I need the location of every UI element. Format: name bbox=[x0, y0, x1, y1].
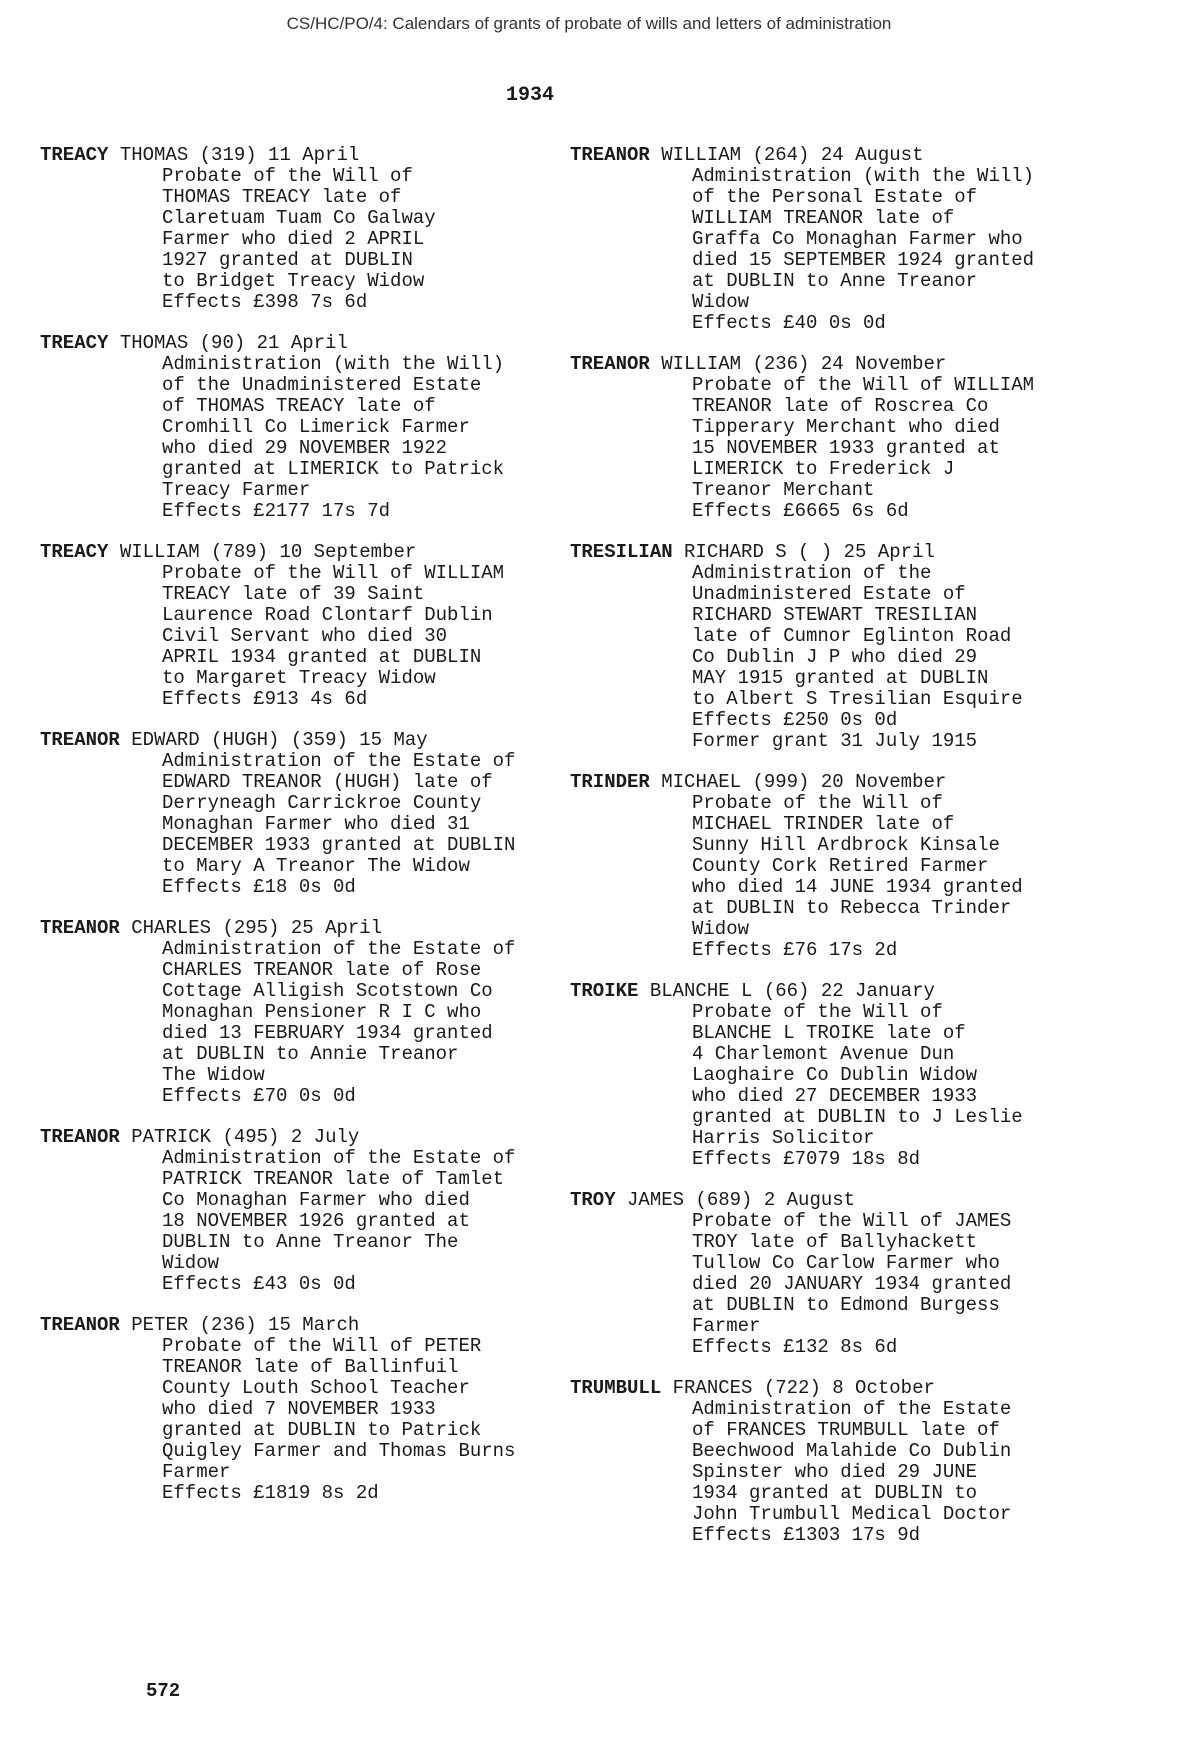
entry-line: to Albert S Tresilian Esquire bbox=[692, 688, 1023, 710]
entry-line: Laurence Road Clontarf Dublin bbox=[162, 604, 493, 626]
calendar-year: 1934 bbox=[505, 84, 554, 107]
entry-line: of the Personal Estate of bbox=[692, 186, 978, 208]
entry-body bbox=[570, 1399, 1090, 1546]
left-column bbox=[40, 145, 560, 1524]
entry-surname: TREACY bbox=[40, 144, 109, 166]
probate-entry bbox=[570, 542, 1090, 752]
entry-line: who died 7 NOVEMBER 1933 bbox=[162, 1398, 436, 1420]
entry-line: died 20 JANUARY 1934 granted bbox=[692, 1273, 1012, 1295]
entry-line: Effects £2177 17s 7d bbox=[162, 500, 391, 522]
entry-line: Quigley Farmer and Thomas Burns bbox=[162, 1440, 516, 1462]
entry-name-and-date: RICHARD S ( ) 25 April bbox=[684, 541, 935, 563]
entry-line: County Louth School Teacher bbox=[162, 1377, 470, 1399]
entry-line: Administration of the Estate of bbox=[162, 1147, 516, 1169]
entry-name-and-date: CHARLES (295) 25 April bbox=[131, 917, 383, 939]
entry-surname: TRUMBULL bbox=[570, 1377, 662, 1399]
entry-line: Administration of the bbox=[692, 562, 932, 584]
entry-line: PATRICK TREANOR late of Tamlet bbox=[162, 1168, 505, 1190]
entry-line: at DUBLIN to Rebecca Trinder bbox=[692, 897, 1012, 919]
entry-line: Effects £70 0s 0d bbox=[162, 1085, 356, 1107]
probate-entry bbox=[570, 1190, 1090, 1358]
entry-line: 18 NOVEMBER 1926 granted at bbox=[162, 1210, 470, 1232]
entry-heading bbox=[570, 1190, 1090, 1211]
entry-line: Administration (with the Will) bbox=[692, 165, 1035, 187]
entry-line: 1927 granted at DUBLIN bbox=[162, 249, 413, 271]
entry-line: Administration of the Estate of bbox=[162, 938, 516, 960]
entry-line: Administration of the Estate bbox=[692, 1398, 1012, 1420]
probate-entry bbox=[570, 354, 1090, 522]
entry-line: THOMAS TREACY late of bbox=[162, 186, 402, 208]
entry-line: Widow bbox=[692, 291, 750, 313]
entry-line: Cottage Alligish Scotstown Co bbox=[162, 980, 493, 1002]
entry-line: Probate of the Will of JAMES bbox=[692, 1210, 1012, 1232]
entry-line: Monaghan Farmer who died 31 bbox=[162, 813, 470, 835]
entry-line: Farmer who died 2 APRIL bbox=[162, 228, 425, 250]
entry-line: Administration (with the Will) bbox=[162, 353, 505, 375]
entry-line: of FRANCES TRUMBULL late of bbox=[692, 1419, 1000, 1441]
entry-surname: TREANOR bbox=[40, 1126, 120, 1148]
entry-line: Widow bbox=[162, 1252, 220, 1274]
entry-line: of the Unadministered Estate bbox=[162, 374, 482, 396]
entry-line: who died 14 JUNE 1934 granted bbox=[692, 876, 1023, 898]
entry-line: at DUBLIN to Edmond Burgess bbox=[692, 1294, 1000, 1316]
entry-body bbox=[570, 1002, 1090, 1170]
entry-line: at DUBLIN to Anne Treanor bbox=[692, 270, 978, 292]
entry-line: granted at DUBLIN to Patrick bbox=[162, 1419, 482, 1441]
right-column bbox=[570, 145, 1090, 1566]
entry-line: DECEMBER 1933 granted at DUBLIN bbox=[162, 834, 516, 856]
entry-heading bbox=[570, 1378, 1090, 1399]
entry-line: Probate of the Will of bbox=[162, 165, 413, 187]
entry-line: Harris Solicitor bbox=[692, 1127, 875, 1149]
entry-name-and-date: WILLIAM (789) 10 September bbox=[119, 541, 417, 563]
entry-line: Co Monaghan Farmer who died bbox=[162, 1189, 470, 1211]
entry-name-and-date: MICHAEL (999) 20 November bbox=[661, 771, 947, 793]
probate-entry bbox=[40, 918, 560, 1107]
entry-line: Probate of the Will of WILLIAM bbox=[692, 374, 1035, 396]
entry-line: TREANOR late of Roscrea Co bbox=[692, 395, 989, 417]
entry-line: who died 29 NOVEMBER 1922 bbox=[162, 437, 448, 459]
entry-line: Derryneagh Carrickroe County bbox=[162, 792, 482, 814]
probate-entry bbox=[40, 145, 560, 313]
entry-line: MICHAEL TRINDER late of bbox=[692, 813, 955, 835]
entry-heading bbox=[570, 981, 1090, 1002]
probate-entry bbox=[40, 1127, 560, 1295]
entry-heading bbox=[40, 542, 560, 563]
entry-line: TROY late of Ballyhackett bbox=[692, 1231, 978, 1253]
entry-line: to Mary A Treanor The Widow bbox=[162, 855, 470, 877]
entry-body bbox=[40, 1336, 560, 1504]
entry-line: John Trumbull Medical Doctor bbox=[692, 1503, 1012, 1525]
entry-body bbox=[570, 793, 1090, 961]
entry-line: RICHARD STEWART TRESILIAN bbox=[692, 604, 978, 626]
entry-heading bbox=[40, 145, 560, 166]
entry-line: late of Cumnor Eglinton Road bbox=[692, 625, 1012, 647]
probate-entry bbox=[40, 542, 560, 710]
entry-line: Effects £1303 17s 9d bbox=[692, 1524, 921, 1546]
entry-line: Effects £398 7s 6d bbox=[162, 291, 368, 313]
entry-line: Sunny Hill Ardbrock Kinsale bbox=[692, 834, 1000, 856]
entry-surname: TREANOR bbox=[40, 1314, 120, 1336]
entry-name-and-date: JAMES (689) 2 August bbox=[627, 1189, 856, 1211]
entry-name-and-date: PATRICK (495) 2 July bbox=[131, 1126, 360, 1148]
entry-line: died 15 SEPTEMBER 1924 granted bbox=[692, 249, 1035, 271]
entry-line: Administration of the Estate of bbox=[162, 750, 516, 772]
entry-body bbox=[570, 166, 1090, 334]
entry-name-and-date: WILLIAM (264) 24 August bbox=[661, 144, 924, 166]
entry-line: Effects £913 4s 6d bbox=[162, 688, 368, 710]
entry-body bbox=[40, 1148, 560, 1295]
probate-entry bbox=[570, 1378, 1090, 1546]
entry-line: of THOMAS TREACY late of bbox=[162, 395, 436, 417]
entry-line: 4 Charlemont Avenue Dun bbox=[692, 1043, 955, 1065]
entry-heading bbox=[40, 730, 560, 751]
probate-entry bbox=[40, 333, 560, 522]
entry-body bbox=[40, 354, 560, 522]
entry-body bbox=[40, 563, 560, 710]
entry-line: granted at DUBLIN to J Leslie bbox=[692, 1106, 1023, 1128]
entry-name-and-date: EDWARD (HUGH) (359) 15 May bbox=[131, 729, 428, 751]
entry-line: Farmer bbox=[162, 1461, 231, 1483]
entry-line: County Cork Retired Farmer bbox=[692, 855, 989, 877]
entry-line: Effects £250 0s 0d bbox=[692, 709, 898, 731]
entry-line: TREANOR late of Ballinfuil bbox=[162, 1356, 459, 1378]
entry-heading bbox=[40, 918, 560, 939]
probate-entry bbox=[40, 1315, 560, 1504]
entry-line: Laoghaire Co Dublin Widow bbox=[692, 1064, 978, 1086]
entry-line: Effects £7079 18s 8d bbox=[692, 1148, 921, 1170]
entry-name-and-date: THOMAS (319) 11 April bbox=[119, 144, 360, 166]
page-number: 572 bbox=[146, 1680, 181, 1702]
entry-name-and-date: BLANCHE L (66) 22 January bbox=[649, 980, 935, 1002]
entry-line: Effects £40 0s 0d bbox=[692, 312, 886, 334]
entry-surname: TREANOR bbox=[40, 729, 120, 751]
entry-line: at DUBLIN to Annie Treanor bbox=[162, 1043, 459, 1065]
entry-heading bbox=[570, 542, 1090, 563]
entry-body bbox=[570, 563, 1090, 752]
entry-line: Cromhill Co Limerick Farmer bbox=[162, 416, 470, 438]
entry-line: The Widow bbox=[162, 1064, 265, 1086]
entry-surname: TREANOR bbox=[570, 144, 650, 166]
entry-line: DUBLIN to Anne Treanor The bbox=[162, 1231, 459, 1253]
entry-line: Treacy Farmer bbox=[162, 479, 311, 501]
entry-line: WILLIAM TREANOR late of bbox=[692, 207, 955, 229]
entry-line: BLANCHE L TROIKE late of bbox=[692, 1022, 966, 1044]
entry-line: Former grant 31 July 1915 bbox=[692, 730, 978, 752]
entry-line: Claretuam Tuam Co Galway bbox=[162, 207, 436, 229]
entry-line: Co Dublin J P who died 29 bbox=[692, 646, 978, 668]
entry-name-and-date: THOMAS (90) 21 April bbox=[119, 332, 348, 354]
entry-line: Tipperary Merchant who died bbox=[692, 416, 1000, 438]
entry-line: Farmer bbox=[692, 1315, 761, 1337]
entry-line: Beechwood Malahide Co Dublin bbox=[692, 1440, 1012, 1462]
entry-surname: TREACY bbox=[40, 332, 109, 354]
entry-body bbox=[40, 166, 560, 313]
entry-heading bbox=[40, 333, 560, 354]
entry-line: to Margaret Treacy Widow bbox=[162, 667, 436, 689]
entry-line: Probate of the Will of PETER bbox=[162, 1335, 482, 1357]
entry-body bbox=[570, 1211, 1090, 1358]
entry-line: Probate of the Will of bbox=[692, 792, 943, 814]
entry-line: APRIL 1934 granted at DUBLIN bbox=[162, 646, 482, 668]
entry-line: Spinster who died 29 JUNE bbox=[692, 1461, 978, 1483]
entry-surname: TROIKE bbox=[570, 980, 639, 1002]
entry-line: Effects £132 8s 6d bbox=[692, 1336, 898, 1358]
entry-line: MAY 1915 granted at DUBLIN bbox=[692, 667, 989, 689]
entry-surname: TREANOR bbox=[570, 353, 650, 375]
entry-line: Civil Servant who died 30 bbox=[162, 625, 448, 647]
entry-surname: TRESILIAN bbox=[570, 541, 673, 563]
entry-line: Effects £1819 8s 2d bbox=[162, 1482, 379, 1504]
entry-surname: TREANOR bbox=[40, 917, 120, 939]
entry-heading bbox=[570, 145, 1090, 166]
probate-entry bbox=[570, 145, 1090, 334]
entry-line: LIMERICK to Frederick J bbox=[692, 458, 955, 480]
entry-line: granted at LIMERICK to Patrick bbox=[162, 458, 505, 480]
entry-body bbox=[570, 375, 1090, 522]
entry-name-and-date: PETER (236) 15 March bbox=[131, 1314, 360, 1336]
probate-entry bbox=[40, 730, 560, 898]
entry-surname: TRINDER bbox=[570, 771, 650, 793]
probate-entry bbox=[570, 772, 1090, 961]
entry-surname: TREACY bbox=[40, 541, 109, 563]
entry-heading bbox=[570, 772, 1090, 793]
entry-body bbox=[40, 939, 560, 1107]
document-reference-header: CS/HC/PO/4: Calendars of grants of probate of wills and letters of administration bbox=[286, 14, 892, 33]
entry-body bbox=[40, 751, 560, 898]
entry-heading bbox=[570, 354, 1090, 375]
entry-line: Effects £43 0s 0d bbox=[162, 1273, 356, 1295]
entry-line: Effects £18 0s 0d bbox=[162, 876, 356, 898]
entry-heading bbox=[40, 1315, 560, 1336]
entry-line: TREACY late of 39 Saint bbox=[162, 583, 425, 605]
entry-line: Treanor Merchant bbox=[692, 479, 875, 501]
entry-line: died 13 FEBRUARY 1934 granted bbox=[162, 1022, 493, 1044]
entry-name-and-date: WILLIAM (236) 24 November bbox=[661, 353, 947, 375]
entry-line: CHARLES TREANOR late of Rose bbox=[162, 959, 482, 981]
entry-line: 1934 granted at DUBLIN to bbox=[692, 1482, 978, 1504]
entry-heading bbox=[40, 1127, 560, 1148]
entry-line: Widow bbox=[692, 918, 750, 940]
entry-line: 15 NOVEMBER 1933 granted at bbox=[692, 437, 1000, 459]
entry-line: Unadministered Estate of bbox=[692, 583, 966, 605]
entry-line: Effects £76 17s 2d bbox=[692, 939, 898, 961]
entry-line: Probate of the Will of bbox=[692, 1001, 943, 1023]
entry-line: to Bridget Treacy Widow bbox=[162, 270, 425, 292]
entry-surname: TROY bbox=[570, 1189, 616, 1211]
entry-name-and-date: FRANCES (722) 8 October bbox=[672, 1377, 935, 1399]
entry-line: Graffa Co Monaghan Farmer who bbox=[692, 228, 1023, 250]
entry-line: Effects £6665 6s 6d bbox=[692, 500, 909, 522]
probate-entry bbox=[570, 981, 1090, 1170]
entry-line: Probate of the Will of WILLIAM bbox=[162, 562, 505, 584]
entry-line: EDWARD TREANOR (HUGH) late of bbox=[162, 771, 493, 793]
entry-line: who died 27 DECEMBER 1933 bbox=[692, 1085, 978, 1107]
entry-line: Tullow Co Carlow Farmer who bbox=[692, 1252, 1000, 1274]
entry-line: Monaghan Pensioner R I C who bbox=[162, 1001, 482, 1023]
